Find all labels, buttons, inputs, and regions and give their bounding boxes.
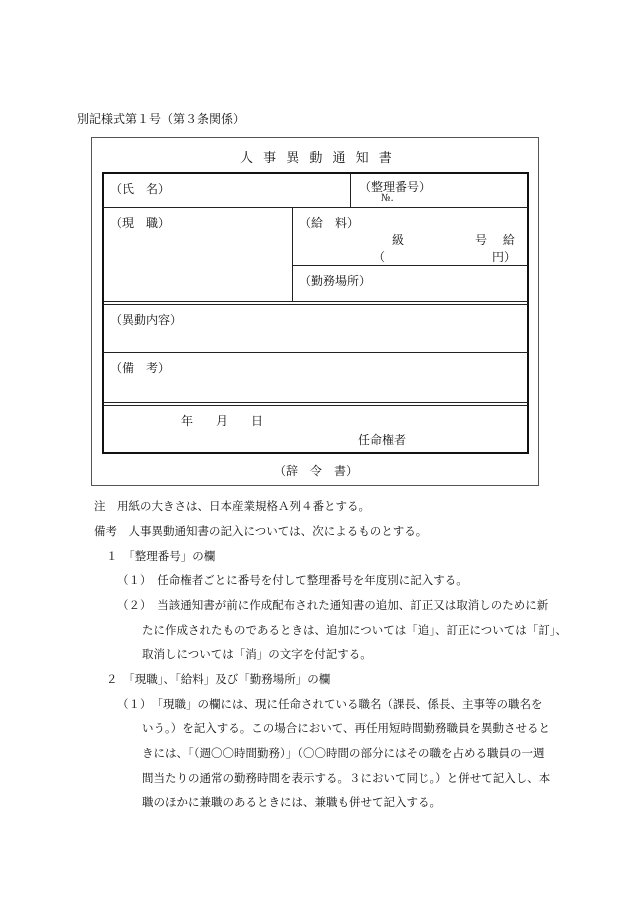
ref-number-label: （整理番号）	[359, 180, 432, 194]
salary-label: （給 料）	[299, 216, 360, 230]
name-label: （氏 名）	[110, 182, 171, 196]
item1-2-line3: 取消しについては「消」の文字を付記する。	[142, 647, 372, 661]
form-footer: （辞 令 書）	[274, 464, 359, 478]
ref-number-no: №.	[381, 193, 394, 204]
salary-yen-close: 円）	[492, 250, 517, 264]
item1-2-line1: （２） 当該通知書が前に作成配布された通知書の追加、訂正又は取消しのために新	[117, 598, 549, 612]
form-label: 別記様式第１号（第３条関係）	[77, 112, 246, 126]
row-divider	[103, 405, 528, 406]
item2-1-line5: 職のほかに兼職のあるときには、兼職も併せて記入する。	[142, 795, 441, 809]
remarks-intro: 備考 人事異動通知書の記入については、次によるものとする。	[94, 524, 428, 538]
form-title: 人 事 異 動 通 知 書	[240, 151, 395, 166]
column-divider	[350, 173, 351, 207]
item1-1: （１） 任命権者ごとに番号を付して整理番号を年度別に記入する。	[117, 573, 468, 587]
current-position-label: （現 職）	[110, 216, 171, 230]
note-paper-size: 注 用紙の大きさは、日本産業規格Ａ列４番とする。	[94, 499, 370, 513]
row-divider	[103, 304, 528, 305]
item2-1-line1: （１） 「現職」の欄には、現に任命されている職名（課長、係長、主事等の職名を	[117, 697, 543, 711]
transfer-content-label: （異動内容）	[110, 313, 183, 327]
date-year: 年	[181, 414, 194, 428]
row-divider	[103, 352, 528, 353]
item1-2-line2: たに作成されたものであるときは、追加については「追」、訂正については「訂」、	[142, 623, 568, 637]
date-day: 日	[251, 414, 264, 428]
row-divider	[103, 402, 528, 403]
item2-1-line3: きには、「（週〇〇時間勤務）」（〇〇時間の部分にはその職を占める職員の一週	[142, 746, 545, 760]
item1-heading: １ 「整理番号」の欄	[106, 549, 216, 563]
row-divider	[292, 265, 528, 266]
salary-yen-open: （	[373, 250, 386, 264]
item2-1-line2: いう。）を記入する。この場合において、再任用短時間勤務職員を異動させると	[142, 721, 551, 735]
row-divider	[103, 301, 528, 302]
salary-step: 号 給	[475, 233, 521, 247]
appointer-label: 任命権者	[358, 433, 407, 447]
row-divider	[103, 207, 528, 208]
item2-1-line4: 間当たりの通常の勤務時間を表示する。３において同じ。）と併せて記入し、本	[142, 771, 551, 785]
workplace-label: （勤務場所）	[299, 274, 372, 288]
column-divider	[292, 207, 293, 301]
item2-heading: ２ 「現職」、「給料」及び「勤務場所」の欄	[106, 672, 331, 686]
salary-grade: 級	[392, 233, 405, 247]
remarks-label: （備 考）	[110, 361, 171, 375]
date-month: 月	[216, 414, 229, 428]
